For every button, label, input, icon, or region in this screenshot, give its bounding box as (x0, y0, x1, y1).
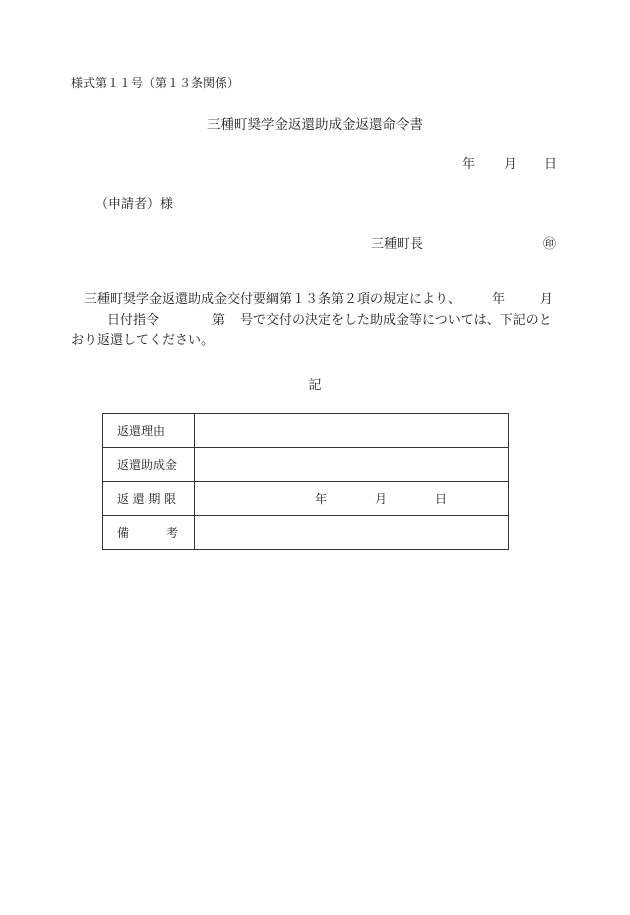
table-row (103, 448, 509, 482)
deadline-year: 年 (315, 492, 328, 506)
ki-heading: 記 (308, 378, 322, 393)
row-label: 返還助成金 (103, 448, 195, 482)
order-body (71, 290, 561, 352)
row-label: 返還理由 (103, 414, 195, 448)
table-row (103, 414, 509, 448)
row-label: 返 還 期 限 (103, 482, 195, 516)
body-year: 年 (492, 292, 506, 307)
date-month: 月 (504, 157, 518, 172)
row-value (195, 516, 509, 550)
date-year: 年 (462, 157, 476, 172)
deadline-month: 月 (375, 492, 388, 506)
document-title: 三種町奨学金返還助成金返還命令書 (207, 117, 423, 133)
form-number: 様式第１１号（第１３条関係） (71, 76, 240, 90)
return-details-table (102, 413, 509, 550)
date-day: 日 (544, 157, 558, 172)
body-month: 月 (540, 292, 554, 307)
body-day: 日 (107, 312, 121, 328)
row-value (195, 414, 509, 448)
table-row (103, 516, 509, 550)
row-label: 備 考 (103, 516, 195, 550)
body-part1: 三種町奨学金返還助成金交付要綱第１３条第２項の規定により、 (84, 292, 462, 307)
addressee: （申請者）様 (95, 197, 174, 212)
row-value (195, 448, 509, 482)
body-part3: 号で交付の決定をした助成金等については、下記のとおり返還してください。 (71, 312, 552, 348)
row-value (195, 482, 509, 516)
body-dai: 第 (212, 312, 226, 328)
seal-mark: ㊞ (543, 237, 557, 252)
issuer-name: 三種町長 (371, 237, 424, 252)
body-part2: 付指令 (120, 312, 160, 328)
table-row (103, 482, 509, 516)
deadline-day: 日 (435, 492, 448, 506)
